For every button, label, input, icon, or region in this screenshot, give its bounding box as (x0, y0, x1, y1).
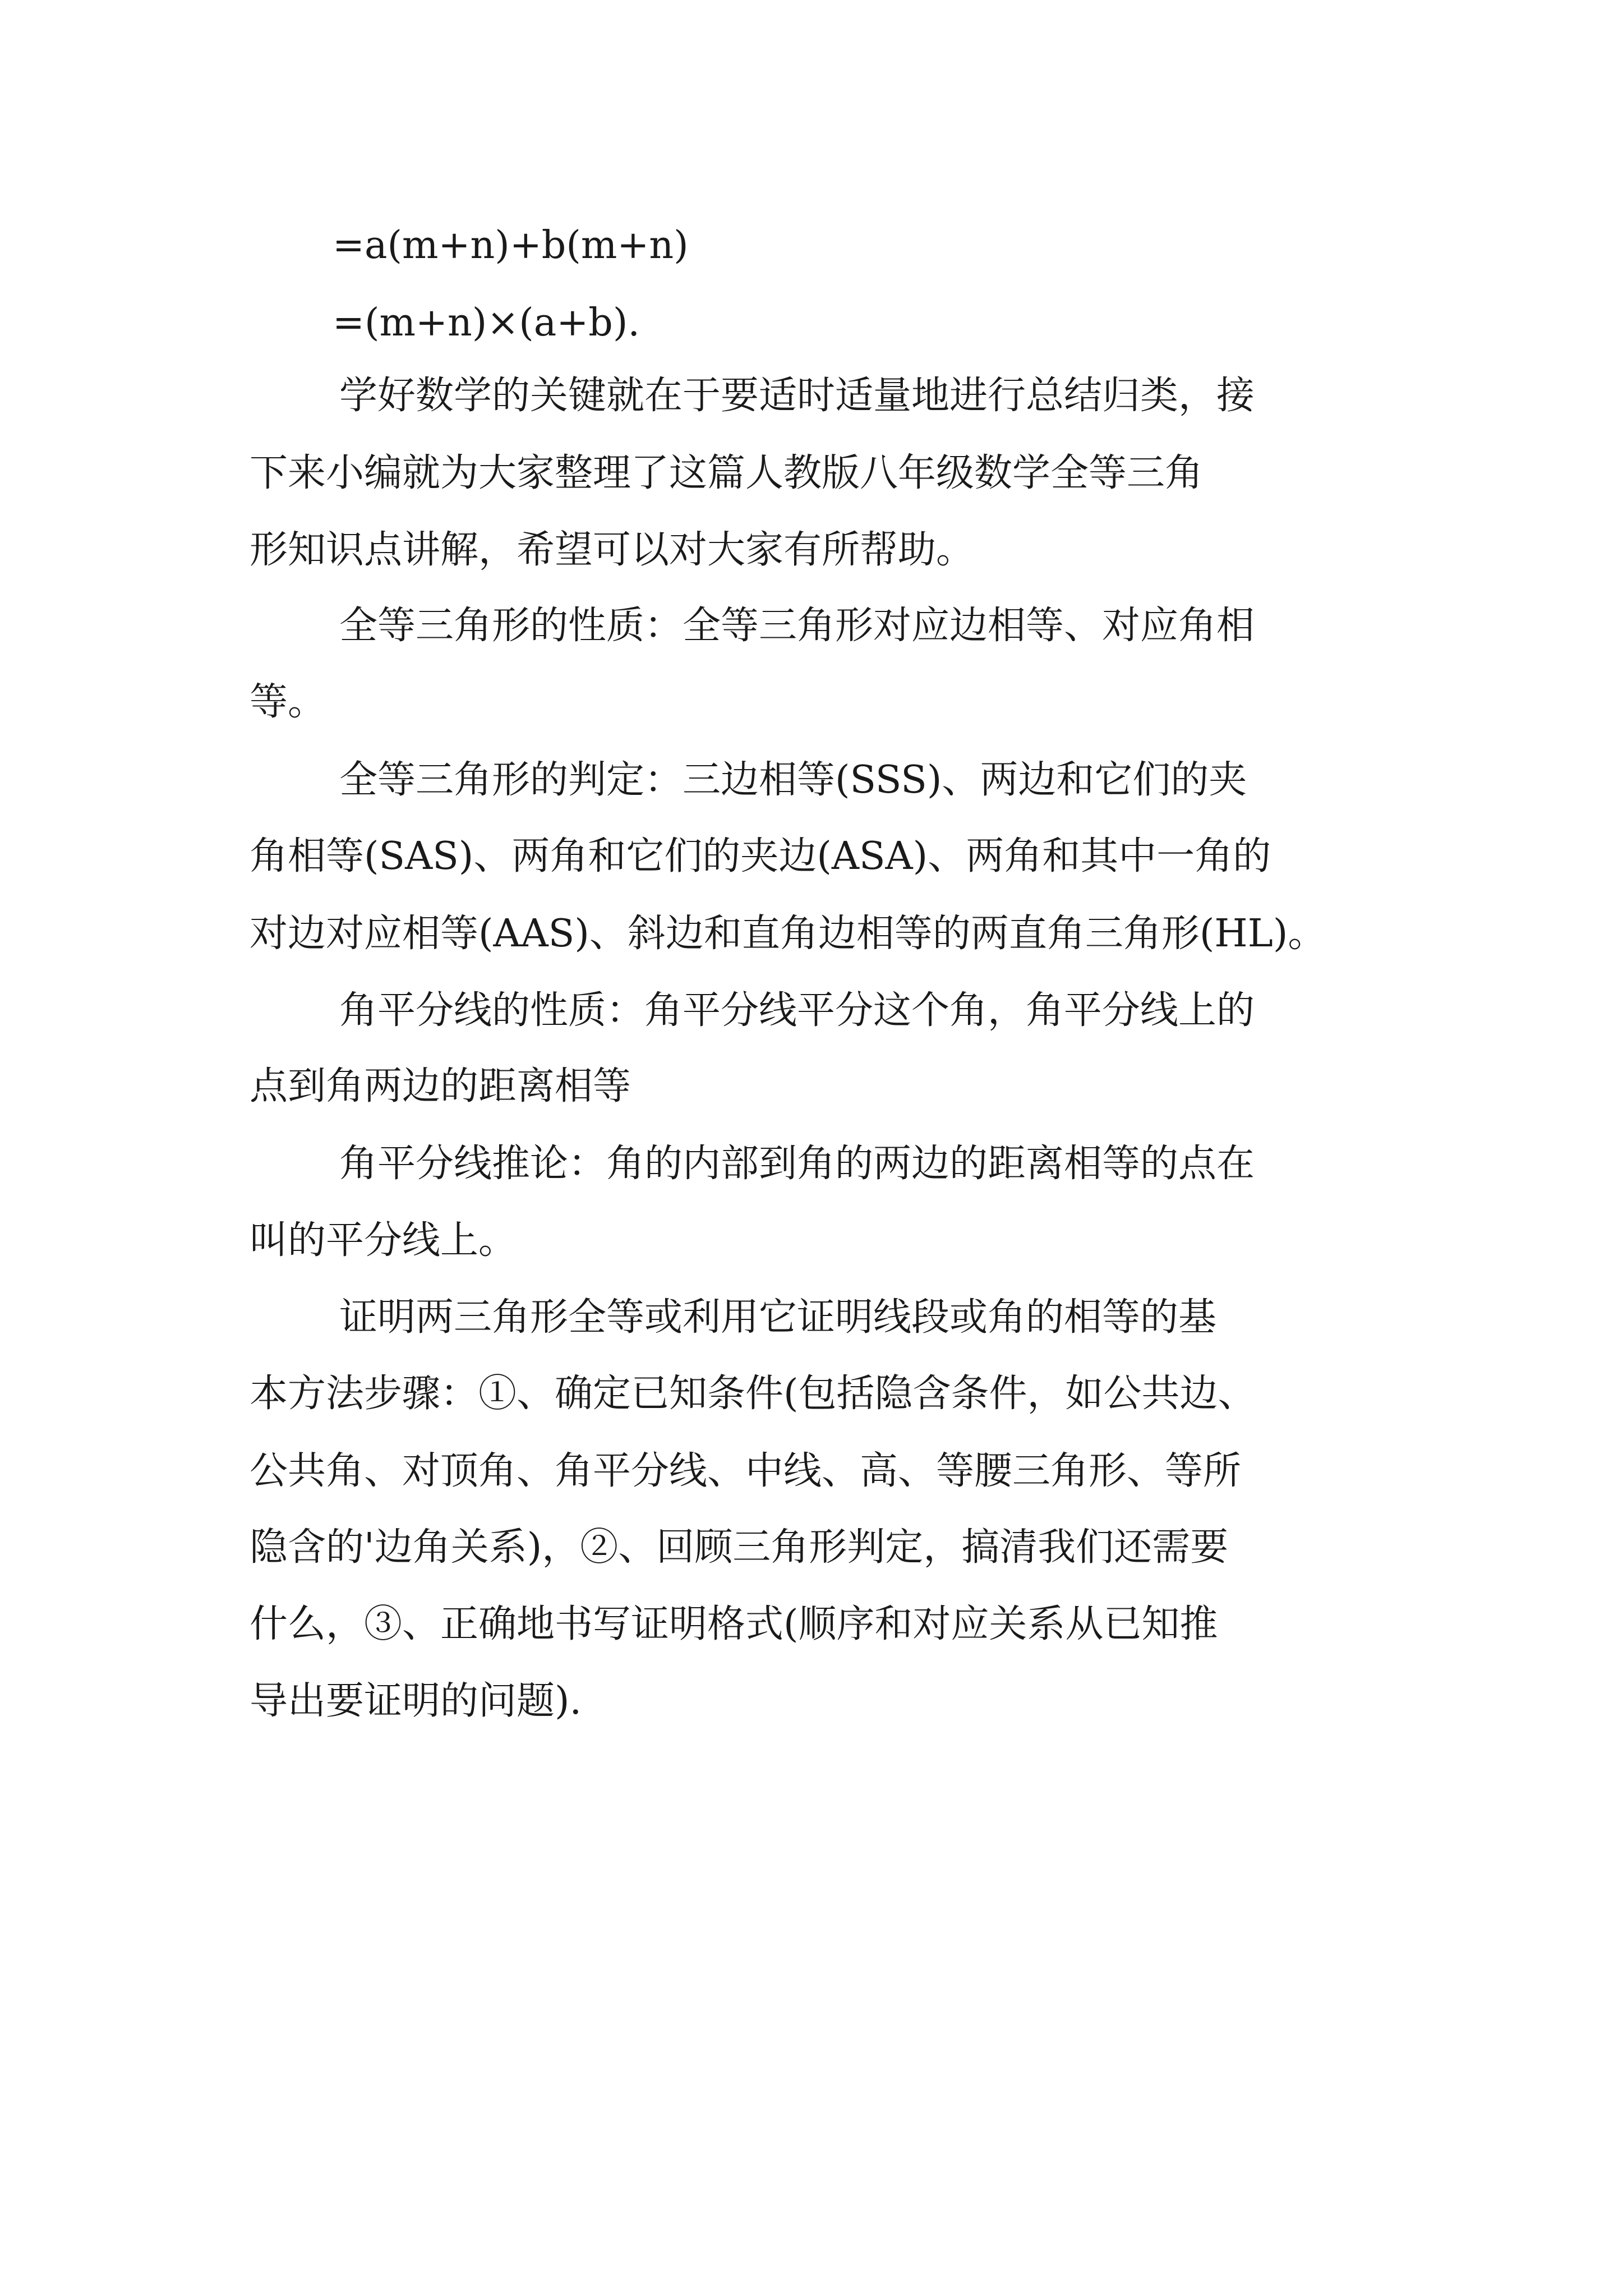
paragraph-6-line-2: 本方法步骤：①、确定已知条件(包括隐含条件，如公共边、 (250, 1372, 1256, 1416)
paragraph-1-line-1: 学好数学的关键就在于要适时适量地进行总结归类，接 (339, 374, 1255, 418)
paragraph-1-line-3: 形知识点讲解，希望可以对大家有所帮助。 (250, 528, 975, 572)
paragraph-6-line-1: 证明两三角形全等或利用它证明线段或角的相等的基 (339, 1295, 1217, 1340)
formula-line-1: =a(m+n)+b(m+n) (333, 223, 689, 268)
paragraph-1-line-2: 下来小编就为大家整理了这篇人教版八年级数学全等三角 (250, 451, 1204, 495)
paragraph-5-line-2: 叫的平分线上。 (250, 1218, 517, 1263)
paragraph-3-line-2: 角相等(SAS)、两角和它们的夹边(ASA)、两角和其中一角的 (250, 834, 1271, 878)
paragraph-6-line-6: 导出要证明的问题). (250, 1679, 582, 1723)
paragraph-4-line-1: 角平分线的性质：角平分线平分这个角，角平分线上的 (339, 988, 1255, 1033)
paragraph-2-line-2: 等。 (250, 680, 326, 724)
paragraph-3-line-1: 全等三角形的判定：三边相等(SSS)、两边和它们的夹 (339, 758, 1247, 802)
paragraph-4-line-2: 点到角两边的距离相等 (250, 1064, 631, 1108)
paragraph-6-line-3: 公共角、对顶角、角平分线、中线、高、等腰三角形、等所 (250, 1449, 1242, 1493)
formula-line-2: =(m+n)×(a+b). (333, 301, 640, 345)
paragraph-6-line-5: 什么，③、正确地书写证明格式(顺序和对应关系从已知推 (250, 1602, 1218, 1646)
paragraph-3-line-3: 对边对应相等(AAS)、斜边和直角边相等的两直角三角形(HL)。 (250, 912, 1326, 956)
paragraph-6-line-4: 隐含的'边角关系)，②、回顾三角形判定，搞清我们还需要 (250, 1525, 1229, 1570)
paragraph-2-line-1: 全等三角形的性质：全等三角形对应边相等、对应角相 (339, 604, 1255, 648)
paragraph-5-line-1: 角平分线推论：角的内部到角的两边的距离相等的点在 (339, 1142, 1255, 1186)
